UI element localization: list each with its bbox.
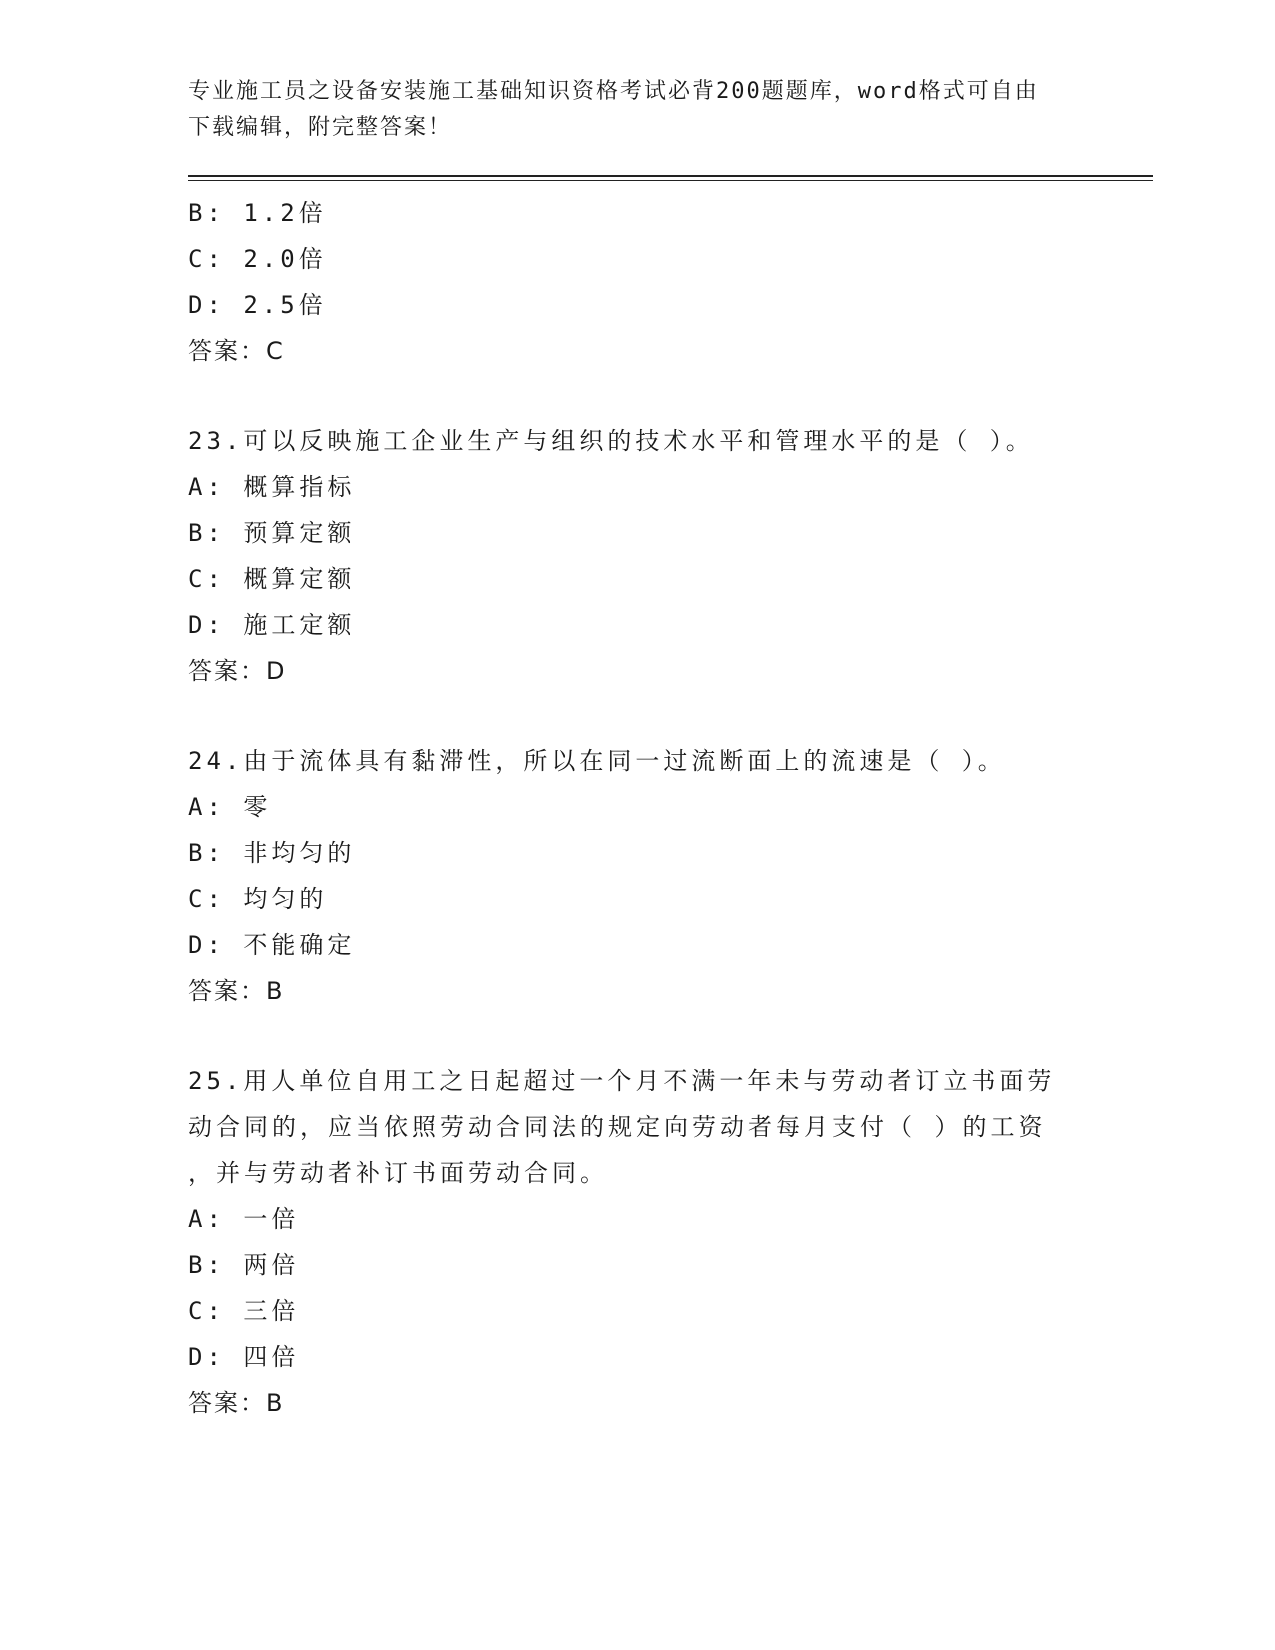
answer-line: 答案：B bbox=[188, 1389, 285, 1417]
question-text-line-1: 25.用人单位自用工之日起超过一个月不满一年未与劳动者订立书面劳 bbox=[188, 1067, 1056, 1095]
answer-line: 答案：B bbox=[188, 977, 285, 1005]
option-a: A: 零 bbox=[188, 793, 272, 821]
option-d: D: 2.5倍 bbox=[188, 291, 327, 319]
option-a: A: 概算指标 bbox=[188, 473, 356, 501]
question-text: 23.可以反映施工企业生产与组织的技术水平和管理水平的是（ ）。 bbox=[188, 427, 1034, 455]
option-c: C: 均匀的 bbox=[188, 885, 328, 913]
header-divider-thin bbox=[188, 180, 1153, 181]
header-line-1: 专业施工员之设备安装施工基础知识资格考试必背200题题库，word格式可自由 bbox=[188, 79, 1039, 104]
document-header bbox=[188, 74, 1088, 146]
option-d: D: 不能确定 bbox=[188, 931, 356, 959]
spacer bbox=[188, 1014, 1088, 1058]
option-b: B: 1.2倍 bbox=[188, 199, 327, 227]
question-text-line-2: 动合同的，应当依照劳动合同法的规定向劳动者每月支付（ ）的工资 bbox=[188, 1113, 1047, 1141]
option-c: C: 三倍 bbox=[188, 1297, 300, 1325]
option-d: D: 四倍 bbox=[188, 1343, 300, 1371]
answer-line: 答案：D bbox=[188, 657, 287, 685]
question-list bbox=[188, 190, 1088, 1426]
question-23 bbox=[188, 418, 1088, 694]
option-b: B: 非均匀的 bbox=[188, 839, 356, 867]
header-line-2: 下载编辑，附完整答案！ bbox=[188, 115, 453, 140]
option-c: C: 2.0倍 bbox=[188, 245, 327, 273]
option-b: B: 两倍 bbox=[188, 1251, 300, 1279]
answer-line: 答案：C bbox=[188, 337, 285, 365]
spacer bbox=[188, 374, 1088, 418]
question-25 bbox=[188, 1058, 1088, 1426]
question-22-continued bbox=[188, 190, 1088, 374]
question-text-line-3: ，并与劳动者补订书面劳动合同。 bbox=[188, 1159, 608, 1187]
option-a: A: 一倍 bbox=[188, 1205, 300, 1233]
option-d: D: 施工定额 bbox=[188, 611, 356, 639]
spacer bbox=[188, 694, 1088, 738]
question-text: 24.由于流体具有黏滞性，所以在同一过流断面上的流速是（ ）。 bbox=[188, 747, 1006, 775]
option-c: C: 概算定额 bbox=[188, 565, 356, 593]
header-divider-thick bbox=[188, 175, 1153, 177]
question-24 bbox=[188, 738, 1088, 1014]
option-b: B: 预算定额 bbox=[188, 519, 356, 547]
